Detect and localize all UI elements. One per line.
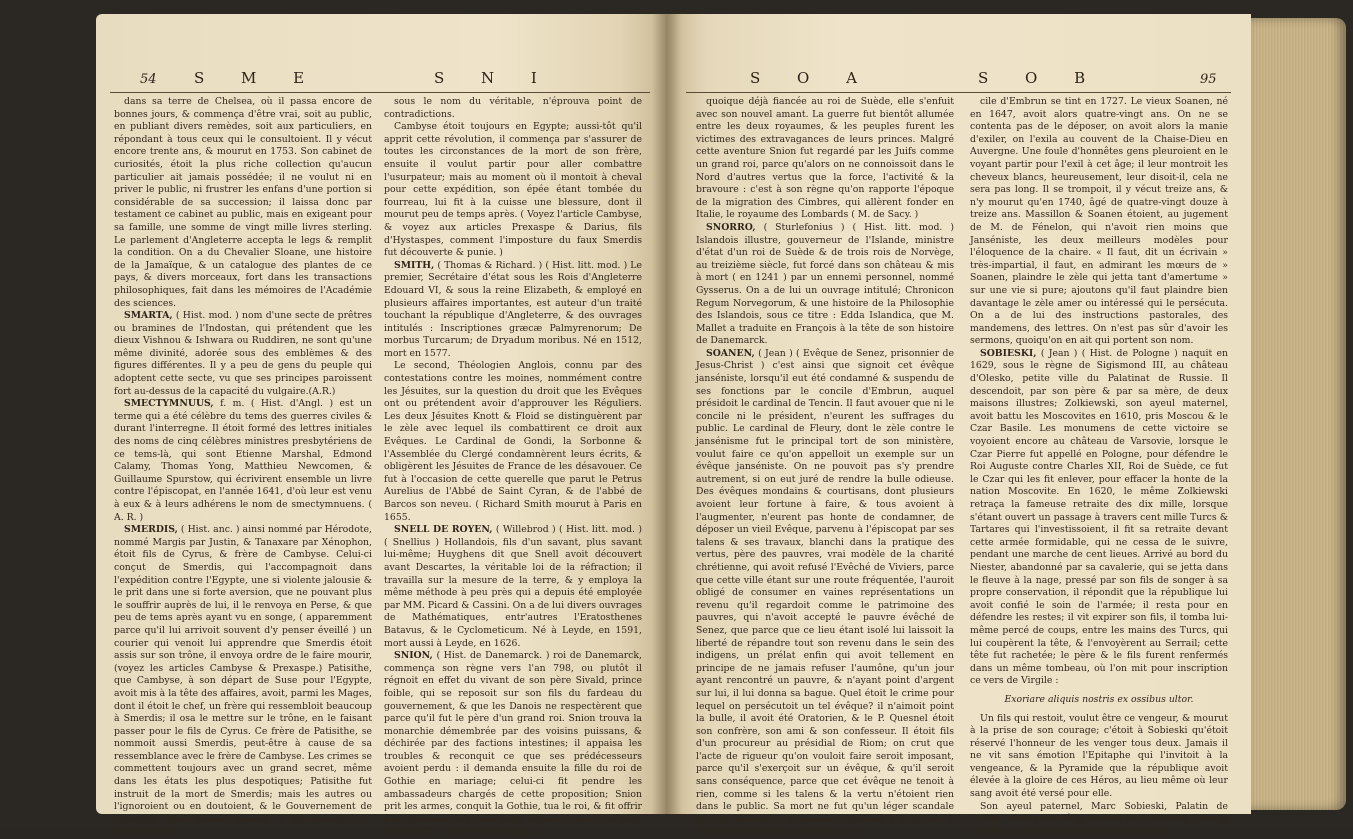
article-text: f. m. ( Hist. d'Angl. ) est un terme qui a été célèbre du tems des guerres civiles & durant l'interregne. Il étoit formé des lettres initiales des noms de cinq célèbres ministres presbytériens de ce tems-là, qui sont Etienne Marshal, Edmond Calamy, Thomas Yong, Matthieu Newcomen, & Guillaume Spurstow, qui écrivirent ensemble un livre contre l'épiscopat, en l'année 1641, d'où leur est venu à eux & à leurs adhérens le nom de smectymnuens. ( A. R. )	[114, 398, 372, 523]
article-headword: SNELL DE ROYEN,	[394, 524, 493, 536]
article-paragraph	[114, 398, 372, 524]
article-text: ( Hist. anc. ) ainsi nommé par Hérodote, nommé Margis par Justin, & Tanaxare par Xénophon, étoit fils de Cyrus, & frère de Cambyse. Celui-ci conçut de Smerdis, qui l'accompagnoit dans l'expédition contre l'Egypte, une si violente jalousie & le prit dans une si forte aversion, que ne pouvant plus le souffrir auprès de lui, il le renvoya en Perse, & que peu de tems après ayant vu en songe, ( apparemment parce qu'il lui arrivoit souvent d'y penser éveillé ) un courier qui venoit lui apprendre que Smerdis étoit assis sur son trône, il envoya ordre de le faire mourir, (voyez les articles Cambyse & Prexaspe.) Patisithe, que Cambyse, à son départ de Suse pour l'Egypte, avoit mis à la tête des affaires, avoit, parmi les Mages, dont il étoit le chef, un frère qui ressembloit beaucoup à Smerdis; il osa le mettre sur le trône, en le faisant passer pour le fils de Cyrus. Ce frère de Patisithe, se nommoit aussi Smerdis, peut-être à cause de sa ressemblance avec le frère de Cambyse. Les crimes se commettent toujours avec un grand secret, même dans les états les plus despotiques; Patisithe fut instruit de la mort de Smerdis; mais les autres ou l'ignoroient ou en doutoient, & le Gouvernement de Cambyse, étant devenu odieux, la proclamation du faux Smerdis	[114, 524, 372, 838]
article-headword: SMERDIS,	[124, 524, 178, 536]
article-text: cile d'Embrun se tint en 1727. Le vieux Soanen, né en 1647, avoit alors quatre-vingt ans. On ne se contenta pas de le déposer, on avoit alors la manie d'exiler, on l'exila au couvent de la Chaise-Dieu en Auvergne. Une foule d'honnêtes gens pleuroient en le voyant partir pour l'exil à cet âge; il leur montroit les cheveux blancs, heureusement, leur disoit-il, cela ne sera pas long. Il se trompoit, il y vécut treize ans, & n'y mourut qu'en 1740, âgé de quatre-vingt douze à treize ans. Massillon & Soanen étoient, au jugement de M. de Fénelon, qui n'avoit rien moins que Janséniste, les deux meilleurs modèles pour l'éloquence de la chaire. « Il faut, dit un écrivain » très-impartial, il faut, en admirant les mœurs de » Soanen, plaindre le zèle qui jetta tant d'amertume » sur une vie si pure; ajoutons qu'il faut plaindre bien davantage le zèle amer ou intéressé qui le persécuta. On a de lui des instructions pastorales, des mandemens, des lettres. On n'est pas sûr d'avoir les sermons, quoiqu'on en ait qui portent son nom.	[970, 96, 1228, 347]
left-column-1	[114, 96, 372, 838]
article-headword: SMITH,	[394, 259, 435, 271]
article-paragraph	[696, 222, 954, 348]
article-text: dans sa terre de Chelsea, où il passa encore de bonnes jours, & commença d'être vrai, soit au public, en publiant divers remèdes, soit aux particuliers, en répondant à tous ceux qui le consultoient. Il y vécut encore trente ans, & mourut en 1753. Son cabinet de curiosités, étoit la plus riche collection qu'aucun particulier ait jamais possédée; il ne voulut ni en priver le public, ni frustrer les enfans d'une portion si considérable de sa succession; il laissa donc par testament ce cabinet au public, mais en exigeant pour sa famille, une somme de vingt mille livres sterling. Le parlement d'Angleterre accepta le legs & remplit la condition. On a du Chevalier Sloane, une histoire de la Jamaïque, & un catalogue des plantes de ce pays, & divers morceaux, fort dans les transactions philosophiques, fait dans les mémoires de l'Académie des sciences.	[114, 96, 372, 309]
right-header-word-2: S O B	[978, 69, 1102, 87]
open-book	[96, 14, 1346, 838]
left-page	[96, 14, 666, 838]
article-headword: SNORRO,	[706, 221, 756, 233]
article-paragraph	[384, 650, 642, 839]
right-column-2	[970, 96, 1228, 837]
article-paragraph	[384, 121, 642, 260]
article-text: ( Jean ) ( Hist. de Pologne ) naquit en 1629, sous le règne de Sigismond III, au château d'Olesko, petite ville du Palatinat de Russie. Il descendoit, par son père & par sa mère, de deux maisons illustres; Zolkiewski, son ayeul maternel, avoit battu les Moscovites en 1610, pris Moscou & le Czar Basile. Les monumens de cette victoire se voyoient encore au château de Varsovie, lorsque le Czar Pierre fut appellé en Pologne, pour défendre le Roi Auguste contre Charles XII, Roi de Suède, ce fut le Czar qui les fit enlever, pour effacer la honte de la nation Moscovite. En 1620, le même Zolkiewski retraça la fameuse retraite des dix mille, lorsque s'étant ouvert un passage à travers cent mille Turcs & Tartares qui l'investissoient, il fit sa retraite devant cette armée formidable, qui ne cessa de le suivre, pendant une marche de cent lieues. Arrivé au bord du Niester, abandonné par sa cavalerie, qui se jetta dans le fleuve à la nage, pressé par son fils de songer à sa propre conservation, il répondit que la république lui avoit confié le soin de l'armée; il resta pour en défendre les restes; il vit expirer son fils, il tomba lui-même percé de coups, entre les mains des Turcs, qui lui coupèrent la tête, & l'envoyèrent au Serrail; cette tête fut rachetée; le père & le fils furent renfermés dans un même tombeau, où l'on mit pour inscription ce vers de Virgile :	[970, 347, 1228, 687]
article-text: ( Jean ) ( Evêque de Senez, prisonnier de Jesus-Christ ) c'est ainsi que signoit cet évêque janséniste, lorsqu'il eut été condamné & suspendu de ses fonctions par le concile d'Embrun, auquel présidoit le cardinal de Tencin. Il faut avouer que ni le concile ni le président, n'eurent les suffrages du public. Le cardinal de Fleury, dont le zèle contre le jansénisme fut le principal tort de son ministère, voulut faire ce qu'on appelloit un exemple sur un évêque janséniste. On ne pouvoit pas s'y prendre autrement, si on eut juré de rendre la bulle odieuse. Des évêques mondains & courtisans, dont plusieurs avoient leur fortune à faire, & tous avoient à l'augmenter, n'eurent pas honte de condamner, de déposer un vieil Evêque, parvenu à l'épiscopat par ses talens & ses travaux, blanchi dans la pratique des vertus, père des pauvres, vrai modèle de la charité chrétienne, qui avoit refusé l'Evêché de Viviers, parce que cette ville étant sur une route fréquentée, l'auroit obligé de consumer en vaines représentations un revenu qu'il regardoit comme le patrimoine des pauvres, qui n'avoit accepté le pauvre évêché de Senez, que parce que ce lieu étant isolé lui laissoit la liberté de répandre tout son revenu dans le sein des indigens, un prélat enfin qui avoit tellement en principe de ne jamais refuser l'aumône, qu'un jour ayant rencontré un pauvre, & n'ayant point d'argent sur lui, il lui donna sa bague. Quel étoit le crime pour lequel on persécutoit un tel évêque? il n'aimoit point la bulle, il avoit été Oratorien, & le P. Quesnel étoit son confrère, son ami & son confesseur. Il étoit fils d'un procureur au présidial de Riom; on crut que l'acte de rigueur qu'on vouloit faire seroit imposant, parce qu'il s'exerçoit sur un évêque, & qu'il seroit sans conséquence, parce que cet évêque ne tenoit à rien, comme si les talens & la vertu n'étoient rien dans le public. Sa mort ne fut qu'un léger scandale que de donner la vieillesse vertueuse à opprimer à des gens ambitieux & avides. Le con-	[696, 347, 954, 838]
article-paragraph	[114, 524, 372, 839]
right-page-number: 95	[1200, 72, 1217, 87]
article-text: quoique déjà fiancée au roi de Suède, elle s'enfuit avec son nouvel amant. La guerre fut bientôt allumée entre les deux royaumes, & les peuples furent les victimes des extravagances de leurs princes. Malgré cette aventure Snion fut regardé par les Juifs comme un grand roi, parce qu'alors on ne connoissoit dans le Nord d'autres vertus que la force, l'activité & la bravoure : c'est à son règne qu'on rapporte l'époque de la migration des Cimbres, qui allèrent fonder en Italie, le royaume des Lombards ( M. de Sacy. )	[696, 96, 954, 221]
right-header-rule	[686, 92, 1231, 93]
right-header-word-1: S O A	[750, 69, 873, 87]
article-text: Exoriare aliquis nostris ex ossibus ultor.	[1004, 693, 1194, 705]
article-paragraph	[114, 310, 372, 398]
article-paragraph	[970, 801, 1228, 839]
article-paragraph	[384, 96, 642, 121]
article-headword: SMECTYMNUUS,	[124, 398, 214, 410]
article-paragraph	[970, 348, 1228, 688]
left-header-word-1: S M E	[194, 69, 321, 87]
article-paragraph	[970, 713, 1228, 801]
article-text: ( Hist. de Danemarck. ) roi de Danemarck, commença son règne vers l'an 798, ou plutôt il régnoit en effet du vivant de son père Sivald, prince foible, qui se reposoit sur son fils du fardeau du gouvernement, & que les Danois ne respectèrent que parce qu'il fut le père d'un grand roi. Snion trouva la monarchie démembrée par des voisins puissans, & déchirée par des factions intestines; il appaisa les troubles & reconquit ce que ses prédécesseurs avoient perdu : il demanda ensuite la fille du roi de Gothie en mariage; celui-ci fit pendre les ambassadeurs chargés de cette proposition; Snion prit les armes, conquit la Gothie, tua le roi, & fit offrir à la princesse une main toute fumante encore du sang de son père : celle-ci l'accepta; &	[384, 650, 642, 838]
article-text: ( Willebrod ) ( Hist. litt. mod. ) ( Snellius ) Hollandois, fils d'un savant, plus savant lui-même; Huyghens dit que Snell avoit découvert avant Descartes, la véritable loi de la réfraction; il travailla sur la mesure de la terre, & y employa la même méthode à peu près qui a depuis été employée par MM. Picard & Cassini. On a de lui divers ouvrages de Mathématiques, entr'autres l'Eratosthenes Batavus, & le Cyclometicum. Né à Leyde, en 1591, mort aussi à Leyde, en 1626.	[384, 524, 642, 649]
article-text: ( Hist. mod. ) nom d'une secte de prêtres ou bramines de l'Indostan, qui prétendent que les dieux Vishnou & Ishwara ou Ruddiren, ne sont qu'une même divinité, adorée sous des emblèmes & des figures différentes. Il y a peu de gens du peuple qui adoptent cette secte, vu que ses principes paroissent fort au-dessus de la capacité du vulgaire.(A.R.)	[114, 310, 372, 397]
article-text: ( Sturlefonius ) ( Hist. litt. mod. ) Islandois illustre, gouverneur de l'Islande, ministre d'état d'un roi de Suède & de trois rois de Norvège, au treizième siècle, fut forcé dans son château & mis à mort ( en 1241 ) par un ennemi personnel, nommé Gysserus. On a de lui un ouvrage intitulé; Chronicon Regum Norvegorum, & une histoire de la Philosophie des Islandois, sous ce titre : Edda Islandica, que M. Mallet a traduite en François à la tête de son histoire de Danemarck.	[696, 221, 954, 347]
article-paragraph	[384, 524, 642, 650]
article-headword: SOANEN,	[706, 347, 755, 359]
article-text: Un fils qui restoit, voulut être ce vengeur, & mourut à la prise de son courage; c'étoit à Sobieski qu'étoit réservé l'honneur de les venger tous deux. Jamais il ne vit sans émotion l'Epitaphe qui l'invitoit à la vengeance, & la Pyramide que la république avoit élevée à la gloire de ces Héros, au lieu même où leur sang avoit été versé pour elle.	[970, 712, 1228, 800]
page-edges	[1251, 18, 1346, 810]
article-paragraph	[384, 260, 642, 361]
article-text: Cambyse étoit toujours en Egypte; aussi-tôt qu'il apprit cette révolution, il commença par s'assurer de toutes les circonstances de la mort de son frère, ensuite il voulut partir pour aller combattre l'usurpateur; mais au moment où il montoit à cheval pour cette expédition, son épée étant tombée du fourreau, lui fit à la cuisse une blessure, dont il mourut peu de temps après. ( Voyez l'article Cambyse, & voyez aux articles Prexaspe & Darius, fils d'Hystaspes, comment l'imposture du faux Smerdis fut découverte & punie. )	[384, 121, 642, 259]
article-text: Le second, Théologien Anglois, connu par des contestations contre les moines, nommément contre les Jésuites, sur la question du droit que les Evêques ont ou prétendent avoir d'approuver les Réguliers. Les deux Jésuites Knott & Floid se distinguèrent par le zèle avec lequel ils combattirent ce droit aux Evêques. Le Cardinal de Gondi, la Sorbonne & l'Assemblée du Clergé condamnèrent leurs écrits, & obligèrent les Jésuites de France de les désavouer. Ce fut à l'occasion de cette querelle que parut le Petrus Aurelius de l'Abbé de Saint Cyran, & de l'abbé de Barcos son neveu. ( Richard Smith mourut à Paris en 1655.	[384, 360, 642, 523]
epitaph-line	[970, 694, 1228, 707]
article-text: Son ayeul paternel, Marc Sobieski, Palatin de Lublin, avoit procuré la victoire aux Polonois, dans la bataille, où Michel, Hospodar de Moldavie,	[970, 800, 1228, 837]
article-paragraph	[696, 348, 954, 839]
article-paragraph	[114, 96, 372, 310]
article-text: sous le nom du véritable, n'éprouva point de contradictions.	[384, 96, 642, 120]
right-page	[666, 14, 1251, 838]
left-page-number: 54	[140, 72, 157, 87]
left-column-2	[384, 96, 642, 838]
article-text: ( Thomas & Richard. ) ( Hist. litt. mod. ) Le premier, Secrétaire d'état sous les Rois d'Angleterre Edouard VI, & sous la reine Elizabeth, & employé en plusieurs affaires importantes, est auteur d'un traité touchant la république d'Angleterre, & des ouvrages intitulés : Inscriptiones græcæ Palmyrenorum; De morbus Turcarum; de Dryadum moribus. Né en 1512, mort en 1577.	[384, 259, 642, 359]
article-paragraph	[384, 360, 642, 524]
article-headword: SNION,	[394, 650, 433, 662]
right-column-1	[696, 96, 954, 838]
left-header-rule	[110, 92, 650, 93]
book-gutter	[652, 14, 682, 814]
left-header-word-2: S N I	[434, 69, 553, 87]
article-paragraph	[696, 96, 954, 222]
article-paragraph	[970, 96, 1228, 348]
article-headword: SOBIESKI,	[980, 347, 1037, 359]
article-headword: SMARTA,	[124, 310, 173, 322]
